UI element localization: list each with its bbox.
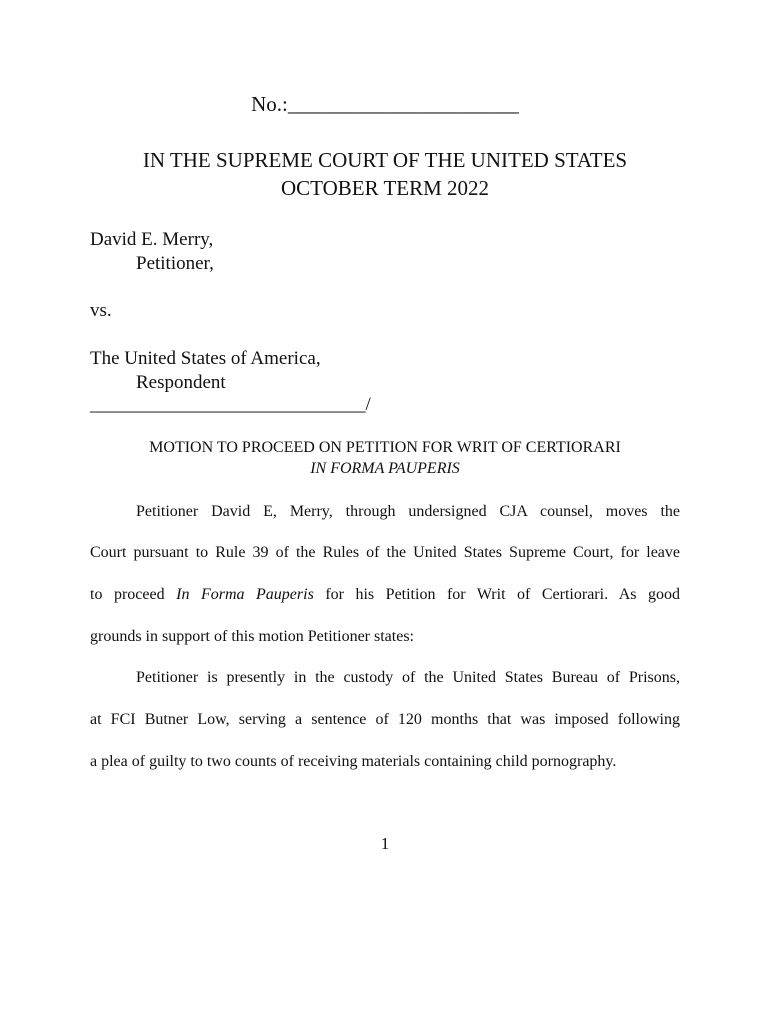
motion-subtitle: IN FORMA PAUPERIS xyxy=(310,460,460,477)
motion-title: MOTION TO PROCEED ON PETITION FOR WRIT OF CERTIORARI xyxy=(149,439,621,456)
body-paragraph-1-line-2: Court pursuant to Rule 39 of the Rules of the United States Supreme Court, for leave xyxy=(90,544,680,561)
petitioner-role: Petitioner, xyxy=(136,253,214,274)
petitioner-name: David E. Merry, xyxy=(90,229,214,250)
body-paragraph-1-line-4: grounds in support of this motion Petitioner states: xyxy=(90,628,414,645)
body-paragraph-2-line-1: Petitioner is presently in the custody of the United States Bureau of Prisons, xyxy=(136,669,680,686)
italic-phrase: In Forma Pauperis xyxy=(176,586,314,603)
body-paragraph-2-line-3: a plea of guilty to two counts of receiving materials containing child pornography. xyxy=(90,753,617,770)
body-paragraph-2-line-2: at FCI Butner Low, serving a sentence of 120 months that was imposed following xyxy=(90,711,680,728)
case-number-line: No.:______________________ xyxy=(251,92,519,116)
caption-signature-line: _____________________________/ xyxy=(90,394,371,415)
court-title: IN THE SUPREME COURT OF THE UNITED STATES xyxy=(142,148,628,172)
body-text: to proceed xyxy=(90,586,177,603)
body-text: for his Petition for Writ of Certiorari. As good xyxy=(325,586,680,603)
page-number: 1 xyxy=(380,834,390,853)
respondent-name: The United States of America, xyxy=(90,348,321,369)
versus-label: vs. xyxy=(90,300,112,321)
term-title: OCTOBER TERM 2022 xyxy=(280,176,490,200)
respondent-role: Respondent xyxy=(136,372,226,393)
body-paragraph-1-line-1: Petitioner David E, Merry, through undersigned CJA counsel, moves the xyxy=(136,503,680,520)
body-paragraph-1-line-3 xyxy=(90,586,680,606)
